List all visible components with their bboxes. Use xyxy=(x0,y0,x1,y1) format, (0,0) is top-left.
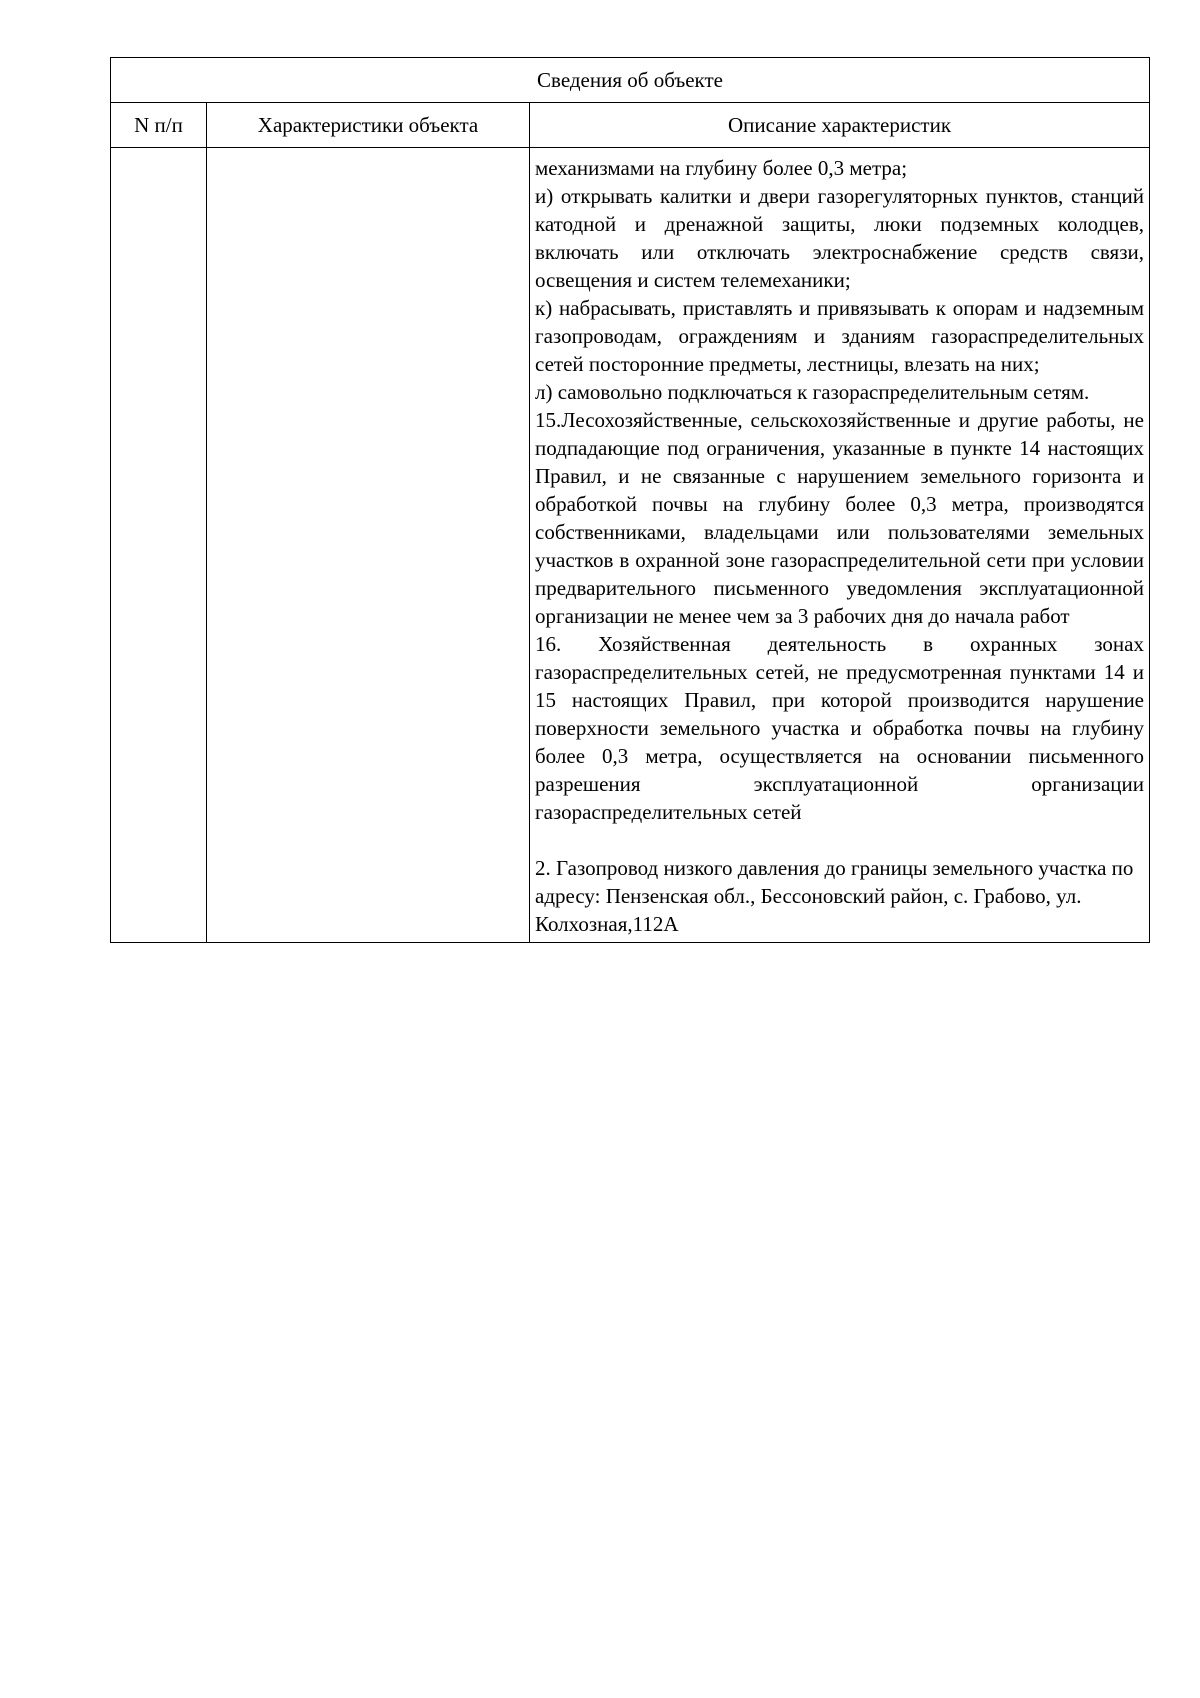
description-paragraph: и) открывать калитки и двери газорегуляторных пунктов, станций катодной и дренажной защиты, люки подземных колодцев, включать или отключать электроснабжение средств связи, освещения и систем телемеханики; xyxy=(535,184,1144,292)
description-paragraph: к) набрасывать, приставлять и привязывать к опорам и надземным газопроводам, ограждениям и зданиям газораспределительных сетей посторонние предметы, лестницы, влезать на них; xyxy=(535,296,1144,376)
description-paragraph: 15.Лесохозяйственные, сельскохозяйственные и другие работы, не подпадающие под ограничения, указанные в пункте 14 настоящих Правил, и не связанные с нарушением земельного горизонта и обработкой почвы на глубину более 0,3 метра, производятся собственниками, владельцами или пользователями земельных участков в охранной зоне газораспределительной сети при условии предварительного письменного уведомления эксплуатационной организации не менее чем за 3 рабочих дня до начала работ xyxy=(535,408,1144,628)
header-characteristics: Характеристики объекта xyxy=(207,103,530,148)
header-num: N п/п xyxy=(111,103,207,148)
cell-num xyxy=(111,148,207,943)
description-paragraph: механизмами на глубину более 0,3 метра; xyxy=(535,156,908,180)
object-info-table xyxy=(110,57,1150,943)
table-row xyxy=(111,148,1150,943)
blank-line xyxy=(535,826,1144,854)
table-title-row xyxy=(111,58,1150,103)
description-paragraph: л) самовольно подключаться к газораспределительным сетям. xyxy=(535,380,1090,404)
description-closing: 2. Газопровод низкого давления до границы земельного участка по адресу: Пензенская обл., Бессоновский район, с. Грабово, ул. Колхозная,112А xyxy=(535,856,1134,936)
table-title: Сведения об объекте xyxy=(111,58,1150,103)
table-header-row xyxy=(111,103,1150,148)
cell-characteristics xyxy=(207,148,530,943)
description-paragraph: 16. Хозяйственная деятельность в охранных зонах газораспределительных сетей, не предусмотренная пунктами 14 и 15 настоящих Правил, при которой производится нарушение поверхности земельного участка и обработка почвы на глубину более 0,3 метра, осуществляется на основании письменного разрешения эксплуатационной организации газораспределительных сетей xyxy=(535,632,1144,824)
cell-description xyxy=(530,148,1150,943)
header-description: Описание характеристик xyxy=(530,103,1150,148)
